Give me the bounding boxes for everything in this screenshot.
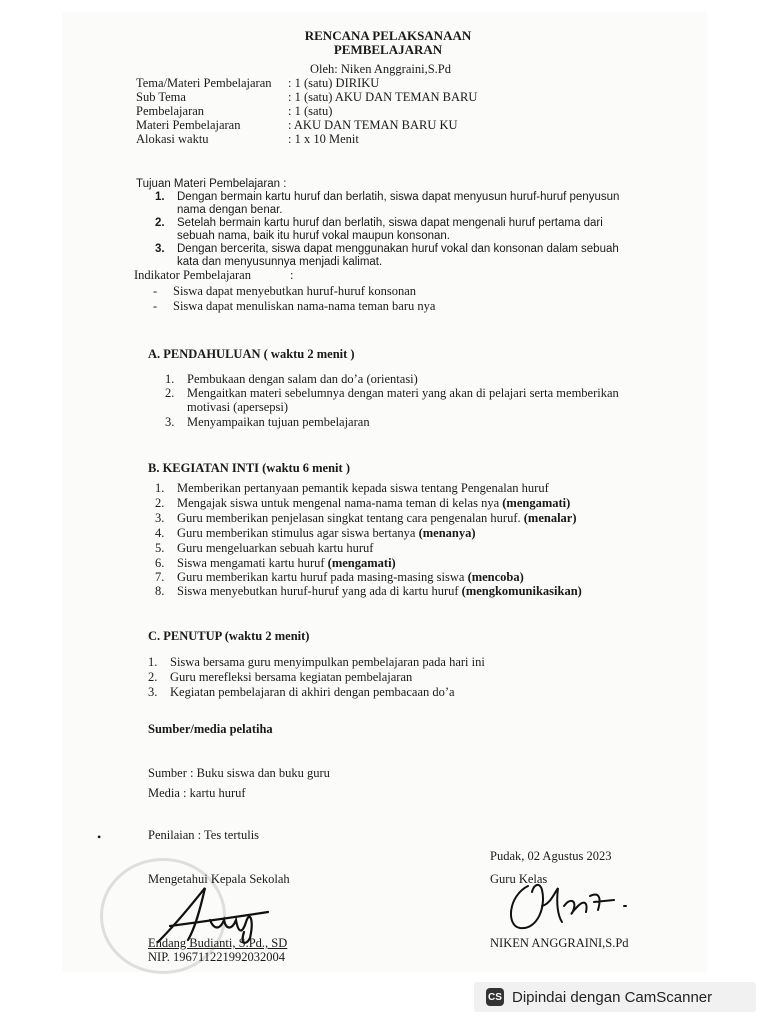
list-item: 3. Guru memberikan penjelasan singkat tentang cara pengenalan huruf. (menalar): [155, 511, 577, 525]
meta-label: Sub Tema: [136, 90, 186, 104]
list-item: 2. Mengajak siswa untuk mengenal nama-nama teman di kelas nya (mengamati): [155, 496, 571, 510]
list-item: 6. Siswa mengamati kartu huruf (mengamati): [155, 556, 396, 570]
sumber-heading: Sumber/media pelatiha: [148, 722, 273, 736]
section-a-heading: A. PENDAHULUAN ( waktu 2 menit ): [148, 347, 355, 361]
document-author: Oleh: Niken Anggraini,S.Pd: [310, 62, 451, 76]
sumber-line: Sumber : Buku siswa dan buku guru: [148, 766, 330, 780]
list-item: 5. Guru mengeluarkan sebuah kartu huruf: [155, 541, 374, 555]
meta-row: [136, 76, 379, 90]
meta-label: Tema/Materi Pembelajaran: [136, 76, 272, 90]
meta-row: [136, 132, 359, 146]
tujuan-heading: Tujuan Materi Pembelajaran :: [136, 178, 287, 190]
document-title-line2: PEMBELAJARAN: [333, 42, 443, 57]
list-item-continuation: nama dengan benar.: [177, 204, 283, 216]
list-item: 2. Mengaitkan materi sebelumnya dengan materi yang akan di pelajari serta memberikan: [165, 386, 619, 400]
media-line: Media : kartu huruf: [148, 786, 246, 800]
list-item-continuation: motivasi (apersepsi): [187, 400, 289, 414]
meta-label: Materi Pembelajaran: [136, 118, 241, 132]
list-item: 3. Menyampaikan tujuan pembelajaran: [165, 415, 370, 429]
left-signatory-name: Endang Budianti, S.Pd., SD: [148, 936, 288, 950]
section-b-heading: B. KEGIATAN INTI (waktu 6 menit ): [148, 461, 350, 475]
list-item-continuation: sebuah nama, baik itu huruf vokal maupun konsonan.: [177, 230, 450, 242]
date-place: Pudak, 02 Agustus 2023: [490, 849, 612, 863]
list-item: 7. Guru memberikan kartu huruf pada masing-masing siswa (mencoba): [155, 570, 524, 584]
meta-label: Pembelajaran: [136, 104, 205, 118]
indikator-heading: Indikator Pembelajaran: [134, 268, 251, 282]
camscanner-badge: [474, 982, 756, 1012]
list-item: 8. Siswa menyebutkan huruf-huruf yang ada di kartu huruf (mengkomunikasikan): [155, 584, 582, 598]
meta-value: : 1 x 10 Menit: [288, 132, 359, 146]
list-item-continuation: kata dan menyusunnya menjadi kalimat.: [177, 256, 383, 268]
bullet-dot: •: [97, 830, 102, 844]
list-item: - Siswa dapat menuliskan nama-nama teman baru nya: [153, 299, 436, 313]
right-signatory-name: NIKEN ANGGRAINI,S.Pd: [490, 936, 629, 950]
meta-row: [136, 118, 458, 132]
camscanner-label: Dipindai dengan CamScanner: [512, 988, 713, 1006]
list-item: 1. Pembukaan dengan salam dan do’a (orientasi): [165, 372, 418, 386]
list-item: 1. Dengan bermain kartu huruf dan berlatih, siswa dapat menyusun huruf-huruf penyusun: [155, 191, 620, 203]
meta-label: Alokasi waktu: [136, 132, 209, 146]
list-item: 3. Dengan bercerita, siswa dapat menggunakan huruf vokal dan konsonan dalam sebuah: [155, 243, 619, 255]
list-item: 2. Setelah bermain kartu huruf dan berlatih, siswa dapat mengenali huruf pertama dari: [155, 217, 603, 229]
right-signatory-title: Guru Kelas: [490, 872, 548, 886]
list-item: 1. Memberikan pertanyaan pemantik kepada siswa tentang Pengenalan huruf: [155, 481, 549, 495]
meta-value: : 1 (satu) AKU DAN TEMAN BARU: [288, 90, 478, 104]
document-title-line1: RENCANA PELAKSANAAN: [304, 28, 472, 43]
list-item: 3. Kegiatan pembelajaran di akhiri dengan pembacaan do’a: [148, 685, 455, 699]
list-item: 4. Guru memberikan stimulus agar siswa bertanya (menanya): [155, 526, 476, 540]
meta-value: : 1 (satu) DIRIKU: [288, 76, 380, 90]
left-signatory-nip: NIP. 196711221992032004: [148, 950, 286, 964]
meta-row: [136, 90, 477, 104]
section-c-heading: C. PENUTUP (waktu 2 menit): [148, 629, 310, 643]
meta-value: : 1 (satu): [288, 104, 333, 118]
meta-value: : AKU DAN TEMAN BARU KU: [288, 118, 458, 132]
left-signatory-title: Mengetahui Kepala Sekolah: [148, 872, 290, 886]
list-item: - Siswa dapat menyebutkan huruf-huruf konsonan: [153, 284, 416, 298]
penilaian-line: Penilaian : Tes tertulis: [148, 828, 260, 842]
indikator-colon: :: [290, 268, 294, 282]
list-item: 1. Siswa bersama guru menyimpulkan pembelajaran pada hari ini: [148, 655, 485, 669]
camscanner-icon: CS: [486, 988, 504, 1006]
list-item: 2. Guru merefleksi bersama kegiatan pembelajaran: [148, 670, 413, 684]
meta-row: [136, 104, 332, 118]
